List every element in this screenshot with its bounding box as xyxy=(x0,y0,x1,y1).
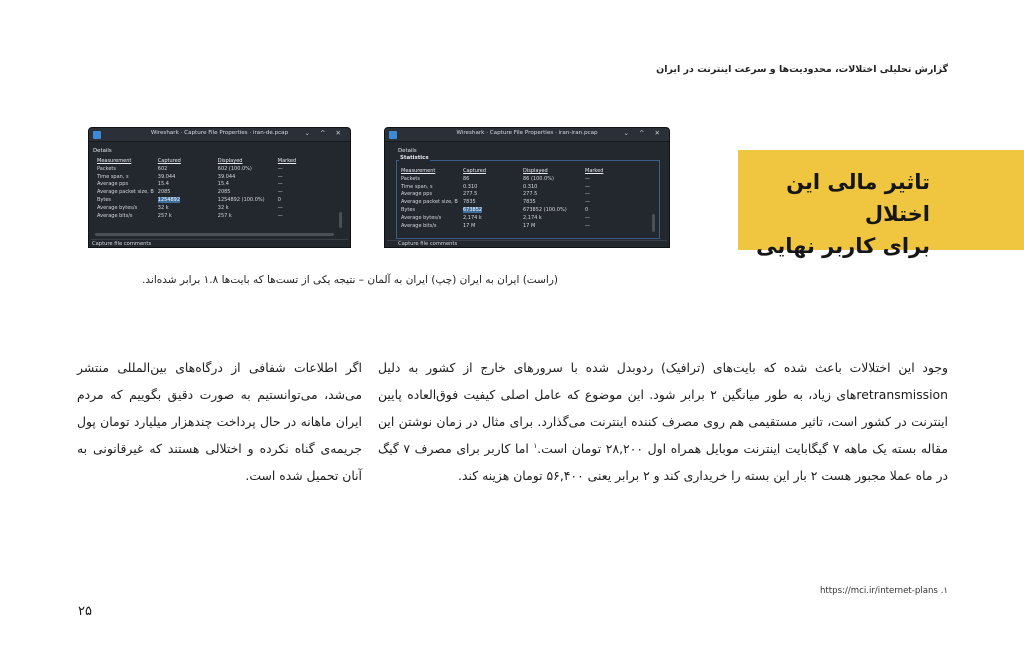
details-heading: Details xyxy=(93,148,112,154)
table-cell: 32 k xyxy=(217,204,229,211)
table-cell: 257 k xyxy=(157,212,172,219)
comments-heading: Capture file comments xyxy=(92,241,152,247)
table-row xyxy=(95,197,298,205)
table-cell: 1254892 (100.0%) xyxy=(217,196,265,203)
table-cell: 2085 xyxy=(157,189,171,196)
col-header: Marked xyxy=(585,168,604,174)
table-cell: — xyxy=(585,183,590,190)
table-cell: Average packet size, B xyxy=(401,199,458,206)
highlighted-value: 673852 xyxy=(463,206,483,213)
table-cell: — xyxy=(277,165,283,172)
table-cell: Average packet size, B xyxy=(97,189,154,196)
footnote[interactable]: https://mci.ir/internet-plans .۱ xyxy=(819,586,948,596)
table-cell xyxy=(156,197,216,205)
running-head: گزارش تحلیلی اختلالات، محدودیت‌ها و سرعت اینترنت در ایران xyxy=(656,64,948,75)
table-cell: 86 (100.0%) xyxy=(523,175,554,182)
table-cell: 39.044 xyxy=(217,173,236,180)
table-cell: 39.044 xyxy=(157,173,176,180)
window-buttons: ⌄ ^ ✕ xyxy=(623,129,664,137)
table-cell: 277.5 xyxy=(523,191,538,198)
table-cell: Bytes xyxy=(97,196,112,203)
wireshark-screenshot-left xyxy=(88,127,351,248)
table-cell: 277.5 xyxy=(463,191,478,198)
table-cell: Time span, s xyxy=(97,173,129,180)
col-header: Displayed xyxy=(217,158,243,164)
section-title xyxy=(740,166,930,262)
section-title-line-2: برای کاربر نهایی xyxy=(756,234,930,258)
table-cell xyxy=(461,207,521,215)
table-cell: Average bytes/s xyxy=(401,214,442,221)
table-cell: 86 xyxy=(463,175,470,182)
col-header: Measurement xyxy=(401,168,436,174)
table-cell: 673852 (100.0%) xyxy=(523,206,567,213)
paragraph-text-continued: اما کاربر برای مصرف ۷ گیگ در ماه عملا مجبور هست ۲ بار این بسته را خریداری کند و ۲ برابر یعنی ۵۶,۴۰۰ تومان هزینه کند. xyxy=(378,441,948,483)
table-cell: 7835 xyxy=(523,199,536,206)
table-row xyxy=(399,215,605,223)
properties-table xyxy=(399,168,605,230)
table-cell: 7835 xyxy=(463,199,476,206)
table-row xyxy=(399,184,605,192)
table-row xyxy=(399,223,605,231)
wireshark-screenshot-right xyxy=(384,127,670,248)
table-cell: — xyxy=(277,173,283,180)
divider xyxy=(91,239,348,240)
figure-caption: (راست) ایران به ایران (چپ) ایران به آلمان – نتیجه یکی از تست‌ها که بایت‌ها ۱.۸ برابر شده‌اند. xyxy=(142,274,558,286)
highlighted-value: 1254892 xyxy=(157,196,181,203)
section-banner xyxy=(738,150,1024,258)
table-cell: — xyxy=(585,191,590,198)
window-titlebar xyxy=(89,128,350,142)
table-row xyxy=(95,189,298,197)
horizontal-scrollbar[interactable] xyxy=(95,233,334,236)
col-header: Marked xyxy=(277,158,297,164)
window-buttons: ⌄ ^ ✕ xyxy=(304,129,345,137)
vertical-scrollbar[interactable] xyxy=(652,214,655,232)
table-row xyxy=(399,176,605,184)
table-cell: Time span, s xyxy=(401,183,433,190)
window-titlebar xyxy=(385,128,669,142)
table-row xyxy=(399,191,605,199)
table-cell: — xyxy=(585,199,590,206)
table-row xyxy=(399,207,605,215)
table-cell: Packets xyxy=(97,165,116,172)
table-cell: 17 M xyxy=(463,222,476,229)
table-cell: — xyxy=(585,175,590,182)
table-cell: 32 k xyxy=(157,204,169,211)
table-cell: 602 xyxy=(157,165,168,172)
paragraph-text: وجود این اختلالات باعث شده که بایت‌های (ترافیک) ردوبدل شده با سرورهای خارج از کشور به دلیل retransmissionهای زیاد، به طور میانگین ۲ برابر شود. این موضوع که عامل اصلی کیفیت فوق‌العاده پایین اینترنت در کشور است، تاثیر مستقیمی هم روی مصرف کننده اینترنت می‌گذارد. برای مثال در زمان نوشتن این مقاله بسته یک ماهه ۷ گیگابایت اینترنت موبایل همراه اول ۲۸,۲۰۰ تومان است. xyxy=(378,360,949,456)
table-cell: 0.310 xyxy=(523,183,538,190)
page-number: ۲۵ xyxy=(78,604,92,619)
window-title: Wireshark · Capture File Properties · iran-iran.pcap xyxy=(456,130,598,136)
body-paragraph-right xyxy=(378,354,948,489)
section-title-line-1: تاثیر مالی این اختلال xyxy=(786,170,930,226)
details-heading: Details xyxy=(398,148,417,154)
table-cell: Average bits/s xyxy=(97,212,133,219)
table-cell: — xyxy=(585,222,590,229)
table-cell: 0 xyxy=(277,196,281,203)
table-cell: 602 (100.0%) xyxy=(217,165,252,172)
table-cell: — xyxy=(585,214,590,221)
table-cell: 2085 xyxy=(217,189,231,196)
table-row xyxy=(95,181,298,189)
table-cell: Average pps xyxy=(97,181,129,188)
table-cell: — xyxy=(277,212,283,219)
table-cell: 17 M xyxy=(523,222,536,229)
table-cell: — xyxy=(277,204,283,211)
statistics-heading: Statistics xyxy=(400,155,429,161)
table-cell: Average bytes/s xyxy=(97,204,138,211)
col-header: Captured xyxy=(157,158,181,164)
table-cell: — xyxy=(277,181,283,188)
table-cell: 257 k xyxy=(217,212,232,219)
table-row xyxy=(95,166,298,174)
col-header: Captured xyxy=(463,168,487,174)
table-cell: 2,174 k xyxy=(523,214,542,221)
table-cell: Packets xyxy=(401,175,420,182)
table-cell: 0.310 xyxy=(463,183,478,190)
table-cell: — xyxy=(277,189,283,196)
body-paragraph-left: اگر اطلاعات شفافی از درگاه‌های بین‌المللی منتشر می‌شد، می‌توانستیم به صورت دقیق بگوییم که مردم ایران ماهانه در حال پرداخت چندهزار میلیارد تومان پول جریمه‌ی گناه نکرده و اختلالی هستند که غیرقانونی به آنان تحمیل شده است. xyxy=(77,360,362,483)
table-cell: 0 xyxy=(585,206,589,213)
properties-table xyxy=(95,158,298,220)
col-header: Displayed xyxy=(523,168,548,174)
table-cell: 15.4 xyxy=(157,181,169,188)
table-cell: Average bits/s xyxy=(401,222,437,229)
table-cell: Bytes xyxy=(401,206,416,213)
table-row xyxy=(95,213,298,221)
comments-heading: Capture file comments xyxy=(398,241,458,247)
col-header: Measurement xyxy=(97,158,132,164)
table-row xyxy=(95,205,298,213)
table-cell: Average pps xyxy=(401,191,433,198)
table-row xyxy=(399,199,605,207)
footnote-marker[interactable]: ۱ xyxy=(533,441,538,450)
table-cell: 2,174 k xyxy=(463,214,482,221)
window-title: Wireshark · Capture File Properties · iran-de.pcap xyxy=(150,130,289,136)
table-row xyxy=(95,174,298,182)
vertical-scrollbar[interactable] xyxy=(339,212,342,228)
table-cell: 15.4 xyxy=(217,181,229,188)
